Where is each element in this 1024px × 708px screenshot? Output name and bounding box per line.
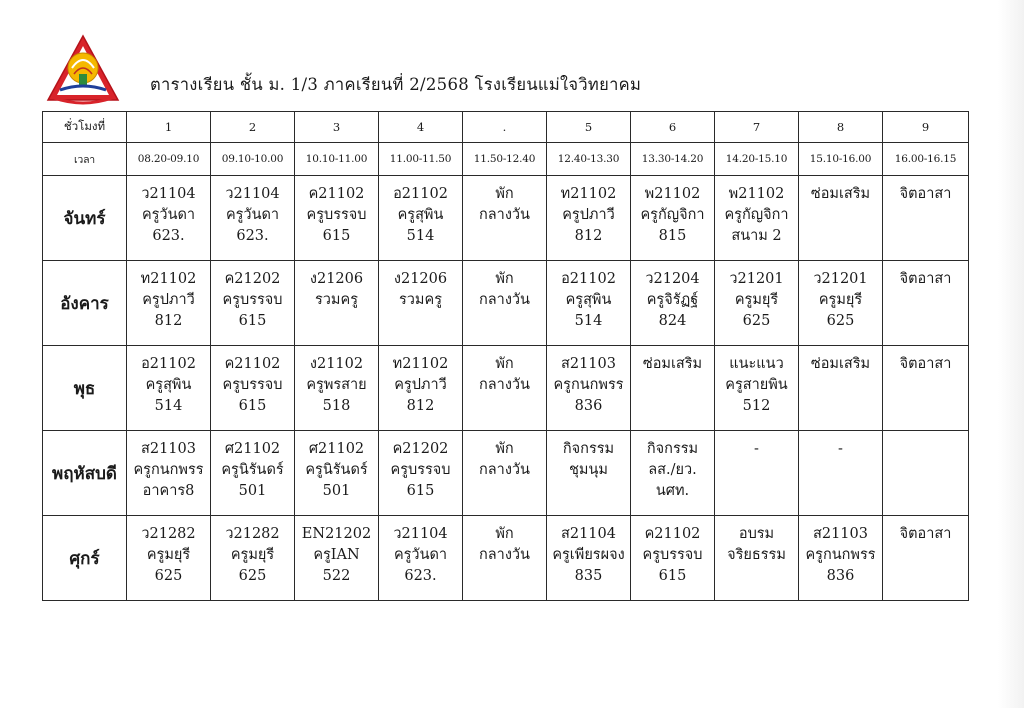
schedule-cell bbox=[463, 516, 547, 601]
cell-line: ว21201 bbox=[729, 271, 784, 287]
schedule-cell bbox=[295, 346, 379, 431]
cell-line: ครูมยุรี bbox=[146, 547, 191, 563]
cell-line: พัก bbox=[495, 271, 514, 287]
schedule-cell bbox=[799, 516, 883, 601]
cell-line: ว21104 bbox=[225, 186, 280, 202]
time-label: เวลา bbox=[43, 143, 127, 176]
schedule-cell bbox=[799, 176, 883, 261]
cell-line: รวมครู bbox=[315, 292, 358, 308]
time-row bbox=[43, 143, 969, 176]
period-time: 11.50-12.40 bbox=[463, 143, 547, 176]
cell-line: ง21102 bbox=[309, 356, 364, 372]
period-number: 1 bbox=[127, 112, 211, 143]
cell-line: ครูสุพิน bbox=[397, 207, 444, 223]
cell-line: กิจกรรม bbox=[646, 441, 699, 457]
schedule-cell bbox=[463, 176, 547, 261]
cell-line: ครูวันดา bbox=[225, 207, 280, 223]
schedule-cell bbox=[631, 516, 715, 601]
schedule-cell bbox=[631, 346, 715, 431]
cell-line: ครูIAN bbox=[313, 547, 360, 563]
schedule-cell bbox=[631, 176, 715, 261]
cell-line: 615 bbox=[238, 313, 267, 329]
cell-line: 623. bbox=[404, 568, 437, 584]
cell-line: พัก bbox=[495, 441, 514, 457]
cell-line: ครูกนกพรร bbox=[133, 462, 204, 478]
cell-line: ชุมนุม bbox=[569, 462, 608, 478]
cell-line: สนาม 2 bbox=[731, 228, 782, 244]
cell-line: ค21102 bbox=[644, 526, 701, 542]
cell-line: รวมครู bbox=[399, 292, 442, 308]
cell-line: ว21104 bbox=[393, 526, 448, 542]
cell-line: พ21102 bbox=[644, 186, 701, 202]
schedule-cell bbox=[463, 431, 547, 516]
cell-line: 625 bbox=[826, 313, 855, 329]
cell-line: 514 bbox=[154, 398, 183, 414]
cell-line: กลางวัน bbox=[479, 462, 530, 478]
cell-line: อ21102 bbox=[393, 186, 448, 202]
cell-line: 835 bbox=[574, 568, 603, 584]
cell-line: ครูบรรจบ bbox=[222, 292, 283, 308]
cell-line: 625 bbox=[742, 313, 771, 329]
cell-line: ว21104 bbox=[141, 186, 196, 202]
schedule-cell bbox=[883, 346, 969, 431]
schedule-cell bbox=[379, 346, 463, 431]
schedule-cell bbox=[799, 346, 883, 431]
cell-line: 501 bbox=[322, 483, 351, 499]
schedule-cell bbox=[883, 431, 969, 516]
cell-line: กิจกรรม bbox=[562, 441, 615, 457]
schedule-cell bbox=[883, 176, 969, 261]
schedule-cell bbox=[127, 261, 211, 346]
schedule-cell bbox=[547, 346, 631, 431]
cell-line: - bbox=[754, 441, 759, 457]
cell-line: ส21103 bbox=[813, 526, 868, 542]
cell-line: ครูนิรันดร์ bbox=[221, 462, 284, 478]
cell-line: ค21102 bbox=[224, 356, 281, 372]
cell-line: พ21102 bbox=[728, 186, 785, 202]
period-time: 16.00-16.15 bbox=[883, 143, 969, 176]
cell-line: 812 bbox=[574, 228, 603, 244]
schedule-cell bbox=[127, 346, 211, 431]
cell-line: 514 bbox=[406, 228, 435, 244]
cell-line: ครูนิรันดร์ bbox=[305, 462, 368, 478]
schedule-cell bbox=[715, 261, 799, 346]
schedule-cell bbox=[211, 261, 295, 346]
cell-line: 615 bbox=[658, 568, 687, 584]
schedule-cell bbox=[547, 516, 631, 601]
period-header-label: ชั่วโมงที่ bbox=[43, 112, 127, 143]
timetable bbox=[42, 111, 969, 601]
cell-line: ครูพรสาย bbox=[306, 377, 367, 393]
cell-line: 615 bbox=[406, 483, 435, 499]
day-row bbox=[43, 176, 969, 261]
cell-line: จิตอาสา bbox=[899, 271, 952, 287]
cell-line: อบรม bbox=[738, 526, 775, 542]
period-number: 3 bbox=[295, 112, 379, 143]
schedule-cell bbox=[799, 261, 883, 346]
cell-line: ครูกัญจิกา bbox=[724, 207, 789, 223]
cell-line: จิตอาสา bbox=[899, 526, 952, 542]
schedule-cell bbox=[715, 176, 799, 261]
cell-line: ครูบรรจบ bbox=[390, 462, 451, 478]
period-number: 6 bbox=[631, 112, 715, 143]
cell-line: 514 bbox=[574, 313, 603, 329]
cell-line: จริยธรรม bbox=[727, 547, 786, 563]
cell-line: 522 bbox=[322, 568, 351, 584]
cell-line: ครูปภาวี bbox=[562, 207, 615, 223]
day-row bbox=[43, 516, 969, 601]
cell-line: 815 bbox=[658, 228, 687, 244]
schedule-cell bbox=[715, 431, 799, 516]
page-edge-shadow bbox=[998, 0, 1024, 708]
cell-line: นศท. bbox=[655, 483, 690, 499]
cell-line: อาคาร8 bbox=[142, 483, 195, 499]
cell-line: ท21102 bbox=[392, 356, 449, 372]
schedule-cell bbox=[295, 516, 379, 601]
period-time: 13.30-14.20 bbox=[631, 143, 715, 176]
cell-line: ครูสุพิน bbox=[565, 292, 612, 308]
schedule-cell bbox=[379, 261, 463, 346]
cell-line: 501 bbox=[238, 483, 267, 499]
schedule-cell bbox=[799, 431, 883, 516]
cell-line: ค21202 bbox=[224, 271, 281, 287]
schedule-cell bbox=[127, 431, 211, 516]
day-row bbox=[43, 346, 969, 431]
period-number: 7 bbox=[715, 112, 799, 143]
cell-line: ครูมยุรี bbox=[734, 292, 779, 308]
cell-line: ครูมยุรี bbox=[818, 292, 863, 308]
cell-line: ซ่อมเสริม bbox=[810, 186, 871, 202]
cell-line: ศ21102 bbox=[308, 441, 365, 457]
period-number: 2 bbox=[211, 112, 295, 143]
schedule-cell bbox=[211, 346, 295, 431]
day-name: อังคาร bbox=[43, 261, 127, 346]
cell-line: ครูกัญจิกา bbox=[640, 207, 705, 223]
period-time: 11.00-11.50 bbox=[379, 143, 463, 176]
page-title: ตารางเรียน ชั้น ม. 1/3 ภาคเรียนที่ 2/2568 โรงเรียนแม่ใจวิทยาคม bbox=[150, 75, 642, 94]
schedule-cell bbox=[379, 431, 463, 516]
day-name: จันทร์ bbox=[43, 176, 127, 261]
period-time: 12.40-13.30 bbox=[547, 143, 631, 176]
schedule-cell bbox=[883, 261, 969, 346]
cell-line: ว21282 bbox=[141, 526, 196, 542]
schedule-cell bbox=[295, 431, 379, 516]
cell-line: ครูบรรจบ bbox=[642, 547, 703, 563]
cell-line: ซ่อมเสริม bbox=[642, 356, 703, 372]
schedule-cell bbox=[631, 261, 715, 346]
cell-line: ค21102 bbox=[308, 186, 365, 202]
cell-line: ครูมยุรี bbox=[230, 547, 275, 563]
schedule-cell bbox=[379, 176, 463, 261]
cell-line: ส21103 bbox=[141, 441, 196, 457]
schedule-cell bbox=[295, 261, 379, 346]
day-row bbox=[43, 261, 969, 346]
period-time: 10.10-11.00 bbox=[295, 143, 379, 176]
cell-line: 625 bbox=[238, 568, 267, 584]
schedule-cell bbox=[547, 176, 631, 261]
cell-line: จิตอาสา bbox=[899, 356, 952, 372]
cell-line: ซ่อมเสริม bbox=[810, 356, 871, 372]
cell-line: อ21102 bbox=[561, 271, 616, 287]
schedule-cell bbox=[715, 516, 799, 601]
period-number: 8 bbox=[799, 112, 883, 143]
cell-line: ว21201 bbox=[813, 271, 868, 287]
cell-line: 836 bbox=[826, 568, 855, 584]
cell-line: ครูเพียรผจง bbox=[552, 547, 625, 563]
cell-line: ท21102 bbox=[140, 271, 197, 287]
cell-line: กลางวัน bbox=[479, 547, 530, 563]
cell-line: ครูสุพิน bbox=[145, 377, 192, 393]
cell-line: 518 bbox=[322, 398, 351, 414]
cell-line: 615 bbox=[322, 228, 351, 244]
cell-line: ง21206 bbox=[309, 271, 364, 287]
period-number: 4 bbox=[379, 112, 463, 143]
day-row bbox=[43, 431, 969, 516]
period-time: 14.20-15.10 bbox=[715, 143, 799, 176]
cell-line: ส21103 bbox=[561, 356, 616, 372]
period-time: 09.10-10.00 bbox=[211, 143, 295, 176]
cell-line: 623. bbox=[236, 228, 269, 244]
cell-line: กลางวัน bbox=[479, 377, 530, 393]
cell-line: ครูกนกพรร bbox=[553, 377, 624, 393]
cell-line: 615 bbox=[238, 398, 267, 414]
cell-line: 836 bbox=[574, 398, 603, 414]
cell-line: 812 bbox=[154, 313, 183, 329]
cell-line: ค21202 bbox=[392, 441, 449, 457]
period-header-row bbox=[43, 112, 969, 143]
cell-line: 512 bbox=[742, 398, 771, 414]
cell-line: ศ21102 bbox=[224, 441, 281, 457]
cell-line: พัก bbox=[495, 356, 514, 372]
cell-line: กลางวัน bbox=[479, 292, 530, 308]
school-logo bbox=[46, 34, 120, 108]
period-number: 9 bbox=[883, 112, 969, 143]
cell-line: พัก bbox=[495, 186, 514, 202]
cell-line: 824 bbox=[658, 313, 687, 329]
cell-line: ครูวันดา bbox=[141, 207, 196, 223]
cell-line: ครูปภาวี bbox=[394, 377, 447, 393]
cell-line: ครูบรรจบ bbox=[222, 377, 283, 393]
schedule-cell bbox=[211, 176, 295, 261]
cell-line: - bbox=[838, 441, 843, 457]
cell-line: ง21206 bbox=[393, 271, 448, 287]
period-time: 15.10-16.00 bbox=[799, 143, 883, 176]
cell-line: 625 bbox=[154, 568, 183, 584]
schedule-cell bbox=[463, 346, 547, 431]
schedule-cell bbox=[211, 516, 295, 601]
schedule-cell bbox=[127, 516, 211, 601]
cell-line: ครูกนกพรร bbox=[805, 547, 876, 563]
cell-line: 623. bbox=[152, 228, 185, 244]
day-name: ศุกร์ bbox=[43, 516, 127, 601]
cell-line: กลางวัน bbox=[479, 207, 530, 223]
schedule-cell bbox=[211, 431, 295, 516]
schedule-cell bbox=[631, 431, 715, 516]
schedule-cell bbox=[715, 346, 799, 431]
cell-line: ครูบรรจบ bbox=[306, 207, 367, 223]
cell-line: จิตอาสา bbox=[899, 186, 952, 202]
schedule-cell bbox=[883, 516, 969, 601]
period-number: . bbox=[463, 112, 547, 143]
cell-line: ว21282 bbox=[225, 526, 280, 542]
schedule-cell bbox=[127, 176, 211, 261]
cell-line: ท21102 bbox=[560, 186, 617, 202]
cell-line: พัก bbox=[495, 526, 514, 542]
day-name: พุธ bbox=[43, 346, 127, 431]
cell-line: ครูจิรัฏฐ์ bbox=[646, 292, 699, 308]
schedule-cell bbox=[379, 516, 463, 601]
cell-line: ครูปภาวี bbox=[142, 292, 195, 308]
period-number: 5 bbox=[547, 112, 631, 143]
cell-line: ครูสายพิน bbox=[725, 377, 788, 393]
cell-line: EN21202 bbox=[301, 526, 372, 542]
schedule-cell bbox=[463, 261, 547, 346]
day-name: พฤหัสบดี bbox=[43, 431, 127, 516]
cell-line: แนะแนว bbox=[729, 356, 784, 372]
cell-line: ครูวันดา bbox=[393, 547, 448, 563]
cell-line: ส21104 bbox=[561, 526, 616, 542]
cell-line: ลส./ยว. bbox=[648, 462, 697, 478]
schedule-cell bbox=[547, 261, 631, 346]
cell-line: 812 bbox=[406, 398, 435, 414]
period-time: 08.20-09.10 bbox=[127, 143, 211, 176]
cell-line: ว21204 bbox=[645, 271, 700, 287]
schedule-cell bbox=[547, 431, 631, 516]
cell-line: อ21102 bbox=[141, 356, 196, 372]
schedule-cell bbox=[295, 176, 379, 261]
